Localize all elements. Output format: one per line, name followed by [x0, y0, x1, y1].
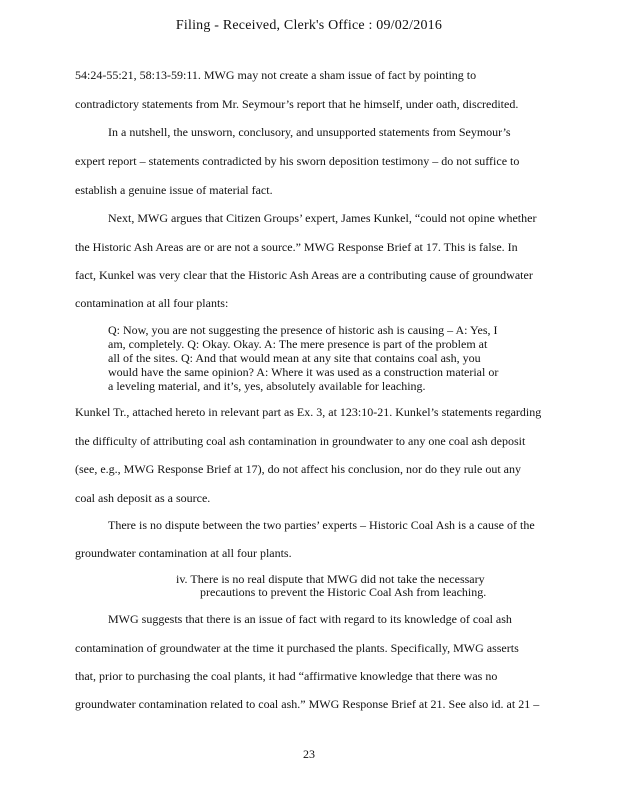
text-line: (see, e.g., MWG Response Brief at 17), do not affect his conclusion, nor do they rule out any	[75, 462, 522, 476]
text-line: coal ash deposit as a source.	[75, 491, 211, 505]
heading-line: precautions to prevent the Historic Coal Ash from leaching.	[200, 585, 487, 599]
heading-numeral: iv.	[176, 572, 188, 586]
heading-text: There is no real dispute that MWG did not take the necessary	[190, 572, 485, 586]
text-line: Next, MWG argues that Citizen Groups’ expert, James Kunkel, “could not opine whether	[108, 211, 537, 225]
quote-line: Q: Now, you are not suggesting the presence of historic ash is causing – A: Yes, I	[108, 323, 498, 337]
quote-line: a leveling material, and it’s, yes, absolutely available for leaching.	[108, 379, 426, 393]
quote-line: would have the same opinion? A: Where it was used as a construction material or	[108, 365, 499, 379]
filing-header: Filing - Received, Clerk's Office : 09/02/2016	[175, 18, 443, 33]
text-line: contamination at all four plants:	[75, 296, 229, 310]
text-line: the Historic Ash Areas are or are not a source.” MWG Response Brief at 17. This is false. In	[75, 240, 518, 254]
text-line: contradictory statements from Mr. Seymour’s report that he himself, under oath, discredited.	[75, 97, 519, 111]
text-line: MWG suggests that there is an issue of fact with regard to its knowledge of coal ash	[108, 612, 512, 626]
text-line: groundwater contamination at all four plants.	[75, 546, 292, 560]
block-quote	[108, 323, 548, 393]
text-line: groundwater contamination related to coal ash.” MWG Response Brief at 21. See also id. at 21 –	[75, 697, 540, 711]
text-line: Kunkel Tr., attached hereto in relevant part as Ex. 3, at 123:10-21. Kunkel’s statements regarding	[75, 405, 542, 419]
text-line: the difficulty of attributing coal ash contamination in groundwater to any one coal ash deposit	[75, 434, 526, 448]
text-line: contamination of groundwater at the time it purchased the plants. Specifically, MWG asserts	[75, 641, 519, 655]
text-line: expert report – statements contradicted by his sworn deposition testimony – do not suffice to	[75, 154, 520, 168]
quote-line: am, completely. Q: Okay. Okay. A: The mere presence is part of the problem at	[108, 337, 488, 351]
text-line: fact, Kunkel was very clear that the Historic Ash Areas are a contributing cause of groundwater	[75, 268, 533, 282]
section-heading	[176, 573, 486, 599]
text-line: There is no dispute between the two parties’ experts – Historic Coal Ash is a cause of the	[108, 518, 535, 532]
quote-line: all of the sites. Q: And that would mean at any site that contains coal ash, you	[108, 351, 481, 365]
page-number: 23	[303, 747, 315, 761]
text-line: In a nutshell, the unsworn, conclusory, and unsupported statements from Seymour’s	[108, 125, 511, 139]
text-line: 54:24-55:21, 58:13-59:11. MWG may not create a sham issue of fact by pointing to	[75, 68, 477, 82]
text-line: establish a genuine issue of material fact.	[75, 183, 273, 197]
text-line: that, prior to purchasing the coal plants, it had “affirmative knowledge that there was no	[75, 669, 498, 683]
